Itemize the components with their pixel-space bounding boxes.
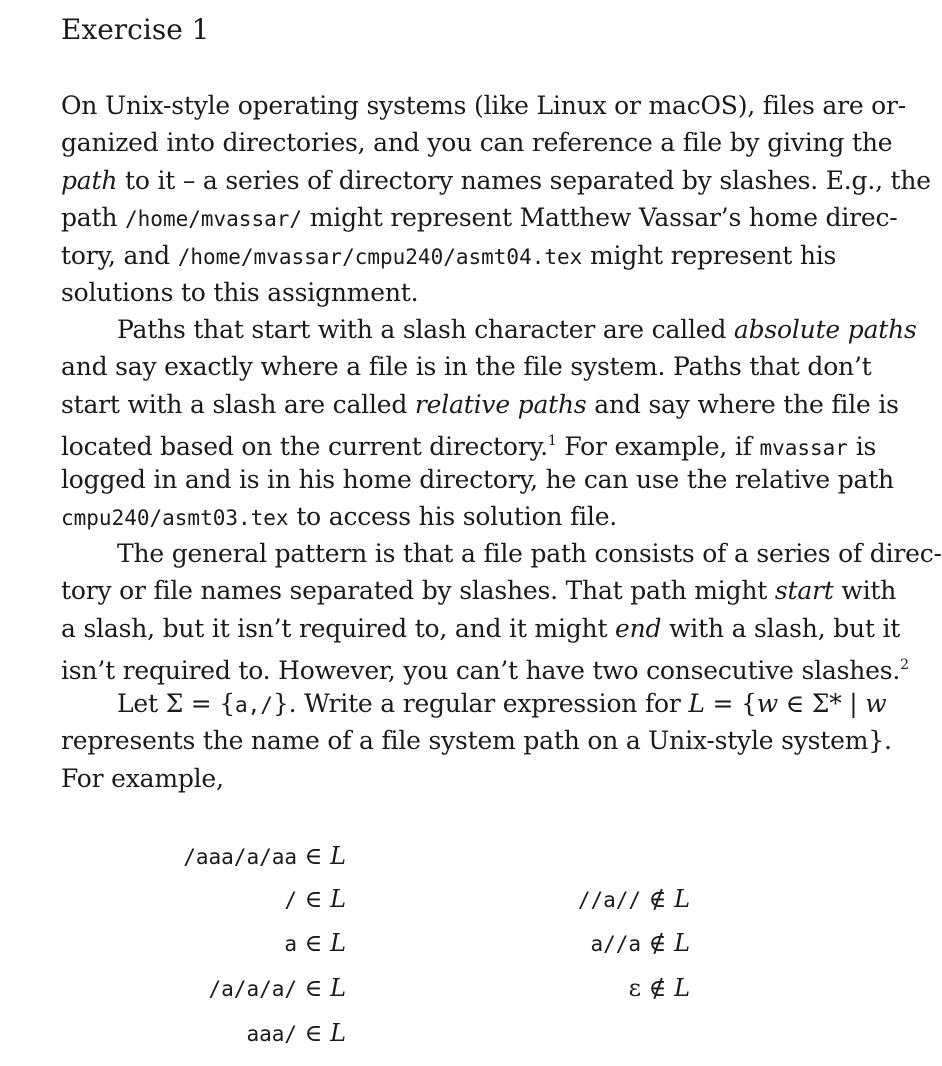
text-line: For example, <box>61 763 224 793</box>
emphasis-path: path <box>61 165 118 195</box>
text-line: solutions to this assignment. <box>61 277 419 307</box>
text-line: Paths that start with a slash character are called absolute paths <box>117 315 917 344</box>
paragraph-absolute-relative <box>61 311 917 535</box>
example-in-language: aaa/ ∈ L <box>246 1019 346 1047</box>
example-not-in-language: ε ∉ L <box>628 974 690 1002</box>
code-asmt-path: /home/mvassar/cmpu240/asmt04.tex <box>177 244 583 269</box>
code-username: mvassar <box>759 436 848 461</box>
text-line: start with a slash are called relative paths and say where the file is <box>61 389 899 419</box>
footnote-marker-1: 1 <box>547 433 557 450</box>
math-w: w <box>865 689 887 718</box>
example-in-language: /aaa/a/aa ∈ L <box>183 842 346 870</box>
text-line: logged in and is in his home directory, he can use the relative path <box>61 464 894 494</box>
math-w: w <box>756 689 778 718</box>
example-not-in-language: a//a ∉ L <box>590 929 690 957</box>
paragraph-general-pattern <box>61 535 942 686</box>
example-in-language: /a/a/a/ ∈ L <box>208 974 346 1002</box>
code-home-path: /home/mvassar/ <box>125 207 303 232</box>
exercise-heading: Exercise 1 <box>61 13 210 46</box>
code-relative-path: cmpu240/asmt03.tex <box>61 505 289 530</box>
text-line: path to it – a series of directory names separated by slashes. E.g., the <box>61 165 931 195</box>
text-line: located based on the current directory.$^1$ For example, if mvassar is <box>61 432 877 462</box>
text-line: ganized into directories, and you can reference a file by giving the <box>61 128 893 158</box>
example-not-in-language: //a// ∉ L <box>577 885 690 913</box>
text-line: a slash, but it isn’t required to, and it might end with a slash, but it <box>61 613 901 643</box>
text-line: path /home/mvassar/ might represent Matthew Vassar’s home direc- <box>61 203 898 233</box>
paragraph-task <box>61 685 892 797</box>
text-line: On Unix-style operating systems (like Linux or macOS), files are or- <box>61 91 907 120</box>
text-line: tory or file names separated by slashes. That path might start with <box>61 576 897 606</box>
emphasis-relative-paths: relative paths <box>414 389 587 419</box>
emphasis-absolute-paths: absolute paths <box>733 315 917 344</box>
paragraph-intro <box>61 87 931 311</box>
math-L: L <box>688 689 705 718</box>
text-line: represents the name of a file system path on a Unix-style system}. <box>61 726 892 756</box>
emphasis-start: start <box>774 576 834 606</box>
example-in-language: a ∈ L <box>284 929 346 957</box>
text-line: The general pattern is that a file path consists of a series of direc- <box>117 539 942 568</box>
text-line: isn’t required to. However, you can’t have two consecutive slashes.$^2$ <box>61 656 909 686</box>
code-alphabet: a,/ <box>235 693 273 717</box>
text-line: tory, and /home/mvassar/cmpu240/asmt04.tex might represent his <box>61 240 837 270</box>
emphasis-end: end <box>615 613 662 643</box>
text-line: cmpu240/asmt03.tex to access his solution file. <box>61 501 618 531</box>
footnote-marker-2: 2 <box>900 657 909 674</box>
text-line: Let Σ = {a,/}. Write a regular expression for L = {w ∈ Σ* | w <box>117 689 887 718</box>
text-line: and say exactly where a file is in the file system. Paths that don’t <box>61 352 872 382</box>
example-in-language: / ∈ L <box>284 885 346 913</box>
